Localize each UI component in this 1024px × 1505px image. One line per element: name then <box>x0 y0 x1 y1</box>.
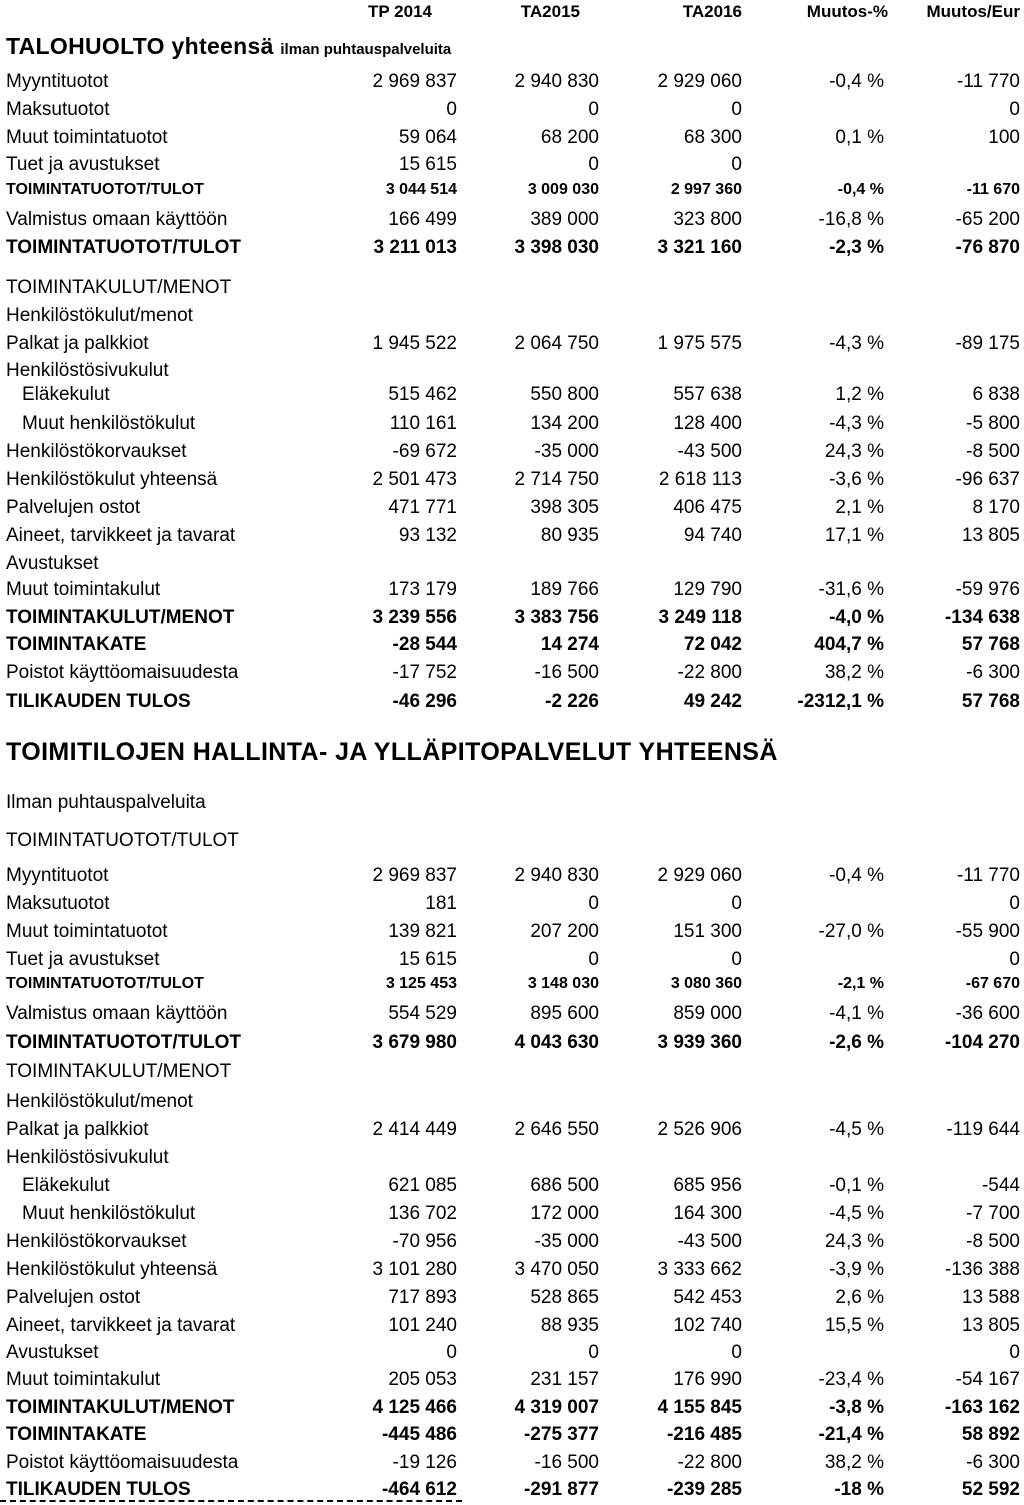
section1-title-text: TALOHUOLTO yhteensä <box>6 33 274 59</box>
value-ta2015: 686 500 <box>530 1175 599 1196</box>
row-label: TOIMINTAKULUT/MENOT <box>6 1397 235 1418</box>
table-row <box>0 71 1024 97</box>
value-tp2014: -28 544 <box>392 634 457 655</box>
value-tp2014: 2 969 837 <box>372 71 457 92</box>
value-ta2016: 102 740 <box>673 1315 742 1336</box>
value-ta2016: 3 333 662 <box>657 1259 742 1280</box>
table-row <box>0 865 1024 891</box>
table-row <box>0 1452 1024 1478</box>
value-tp2014: 3 211 013 <box>373 237 457 258</box>
value-ta2016: 68 300 <box>683 127 742 148</box>
table-row <box>0 469 1024 495</box>
section2-subtitle: Ilman puhtauspalveluita <box>6 792 206 813</box>
row-label: Valmistus omaan käyttöön <box>6 1003 228 1024</box>
value-tp2014: 181 <box>425 893 457 914</box>
value-change-pct: -2312,1 % <box>797 691 884 712</box>
value-change-eur: -54 167 <box>955 1369 1020 1390</box>
value-ta2015: 0 <box>588 99 599 120</box>
value-tp2014: 3 101 280 <box>372 1259 457 1280</box>
table-row <box>0 305 1024 331</box>
value-ta2015: 231 157 <box>530 1369 599 1390</box>
value-ta2016: 3 939 360 <box>657 1032 742 1053</box>
value-ta2016: 3 321 160 <box>657 237 742 258</box>
table-row <box>0 1342 1024 1368</box>
value-tp2014: -69 672 <box>392 441 457 462</box>
table-row <box>0 333 1024 359</box>
value-ta2016: 323 800 <box>673 209 742 230</box>
row-label: Maksutuotot <box>6 893 110 914</box>
value-ta2015: -35 000 <box>534 1231 599 1252</box>
value-ta2016: -43 500 <box>677 441 742 462</box>
value-change-pct: -23,4 % <box>818 1369 884 1390</box>
value-change-eur: -8 500 <box>966 1231 1020 1252</box>
value-change-pct: -2,3 % <box>829 237 884 258</box>
value-change-pct: 24,3 % <box>824 441 884 462</box>
value-change-pct: -21,4 % <box>818 1424 884 1445</box>
table-row <box>0 691 1024 717</box>
row-label: Muut henkilöstökulut <box>22 413 196 434</box>
table-row <box>0 1259 1024 1285</box>
table-row <box>0 237 1024 263</box>
table-row <box>0 384 1024 410</box>
value-change-eur: 0 <box>1009 949 1020 970</box>
value-tp2014: 2 501 473 <box>372 469 457 490</box>
row-label: Tuet ja avustukset <box>6 949 160 970</box>
row-label: Muut toimintakulut <box>6 1369 161 1390</box>
value-ta2016: 2 526 906 <box>657 1119 742 1140</box>
value-tp2014: 3 125 453 <box>385 975 457 992</box>
value-ta2016: 3 080 360 <box>670 975 742 992</box>
value-ta2016: 128 400 <box>673 413 742 434</box>
value-tp2014: 101 240 <box>388 1315 457 1336</box>
value-ta2016: 685 956 <box>673 1175 742 1196</box>
value-ta2015: 4 319 007 <box>514 1397 599 1418</box>
value-ta2016: 0 <box>731 99 742 120</box>
value-tp2014: 0 <box>446 1342 457 1363</box>
value-ta2016: -22 800 <box>677 662 742 683</box>
value-change-pct: -0,4 % <box>829 71 884 92</box>
value-tp2014: 3 679 980 <box>372 1032 457 1053</box>
value-tp2014: 4 125 466 <box>372 1397 457 1418</box>
table-row <box>0 1003 1024 1029</box>
value-ta2015: 2 064 750 <box>514 333 599 354</box>
value-change-eur: 52 592 <box>961 1479 1020 1500</box>
value-change-eur: -89 175 <box>955 333 1020 354</box>
table-row <box>0 949 1024 975</box>
value-ta2015: 2 940 830 <box>514 865 599 886</box>
value-ta2015: -16 500 <box>534 662 599 683</box>
table-row <box>0 1231 1024 1257</box>
table-row <box>0 1424 1024 1450</box>
value-change-pct: -4,1 % <box>829 1003 884 1024</box>
value-ta2015: 0 <box>588 893 599 914</box>
value-tp2014: 621 085 <box>388 1175 457 1196</box>
value-change-pct: -4,5 % <box>829 1203 884 1224</box>
row-label: Palvelujen ostot <box>6 1287 141 1308</box>
row-label: Muut henkilöstökulut <box>22 1203 196 1224</box>
value-change-pct: -4,3 % <box>829 333 884 354</box>
value-ta2015: 2 714 750 <box>514 469 599 490</box>
col-header-change-pct: Muutos-% <box>806 2 888 21</box>
value-ta2015: 2 940 830 <box>514 71 599 92</box>
table-row <box>0 553 1024 579</box>
col-header-ta2016: TA2016 <box>682 2 742 21</box>
value-tp2014: 471 771 <box>388 497 457 518</box>
value-ta2015: 68 200 <box>540 127 599 148</box>
table-row <box>0 1091 1024 1117</box>
value-ta2016: 542 453 <box>673 1287 742 1308</box>
value-change-eur: 13 805 <box>961 1315 1020 1336</box>
value-change-eur: -163 162 <box>944 1397 1020 1418</box>
value-change-pct: -4,0 % <box>829 607 884 628</box>
value-tp2014: -19 126 <box>392 1452 457 1473</box>
value-change-eur: -5 800 <box>966 413 1020 434</box>
value-change-eur: -544 <box>981 1175 1020 1196</box>
value-ta2015: 550 800 <box>530 384 599 405</box>
value-change-eur: 13 805 <box>961 525 1020 546</box>
value-ta2016: 2 618 113 <box>658 469 742 490</box>
value-change-pct: -2,6 % <box>829 1032 884 1053</box>
value-change-pct: -3,8 % <box>829 1397 884 1418</box>
value-ta2015: 172 000 <box>530 1203 599 1224</box>
column-header <box>0 0 1024 24</box>
value-tp2014: 15 615 <box>398 949 457 970</box>
value-ta2016: 1 975 575 <box>657 333 742 354</box>
value-change-eur: -96 637 <box>955 469 1020 490</box>
value-ta2015: 207 200 <box>530 921 599 942</box>
row-label: TILIKAUDEN TULOS <box>6 1479 191 1500</box>
table-row <box>0 662 1024 688</box>
value-ta2016: 2 929 060 <box>657 865 742 886</box>
row-label: Myyntituotot <box>6 71 109 92</box>
row-label: Muut toimintatuotot <box>6 127 168 148</box>
value-change-eur: 0 <box>1009 1342 1020 1363</box>
table-row <box>0 1203 1024 1229</box>
value-tp2014: -70 956 <box>392 1231 457 1252</box>
value-ta2015: 3 398 030 <box>514 237 599 258</box>
table-row <box>0 99 1024 125</box>
value-ta2016: 0 <box>731 1342 742 1363</box>
value-ta2015: 80 935 <box>540 525 599 546</box>
value-ta2016: 0 <box>731 893 742 914</box>
value-change-pct: 15,5 % <box>824 1315 884 1336</box>
value-tp2014: 515 462 <box>388 384 457 405</box>
value-ta2016: 3 249 118 <box>658 607 742 628</box>
value-ta2016: 49 242 <box>683 691 742 712</box>
table-row <box>0 1369 1024 1395</box>
value-ta2016: 94 740 <box>683 525 742 546</box>
row-label: Myyntituotot <box>6 865 109 886</box>
row-label: TOIMINTAKULUT/MENOT <box>6 607 235 628</box>
value-tp2014: 554 529 <box>388 1003 457 1024</box>
value-change-pct: -18 % <box>834 1479 884 1500</box>
table-row <box>0 497 1024 523</box>
value-ta2016: 4 155 845 <box>657 1397 742 1418</box>
value-change-pct: -2,1 % <box>837 975 884 992</box>
value-ta2016: -216 485 <box>666 1424 742 1445</box>
table-row <box>0 181 1024 207</box>
value-change-eur: -8 500 <box>966 441 1020 462</box>
value-change-pct: 24,3 % <box>824 1231 884 1252</box>
section1-title <box>6 33 451 60</box>
value-change-pct: -0,1 % <box>829 1175 884 1196</box>
row-label: Muut toimintatuotot <box>6 921 168 942</box>
table-row <box>0 1315 1024 1341</box>
value-ta2015: -291 877 <box>523 1479 599 1500</box>
value-ta2015: 14 274 <box>540 634 599 655</box>
value-change-eur: -7 700 <box>966 1203 1020 1224</box>
value-tp2014: 1 945 522 <box>372 333 457 354</box>
value-tp2014: 3 239 556 <box>372 607 457 628</box>
row-label: Palkat ja palkkiot <box>6 333 149 354</box>
table-row <box>0 525 1024 551</box>
row-label: TOIMINTAKATE <box>6 634 147 655</box>
value-change-eur: -11 770 <box>956 865 1020 886</box>
row-label: Aineet, tarvikkeet ja tavarat <box>6 1315 236 1336</box>
col-header-tp2014: TP 2014 <box>368 2 432 21</box>
row-label: Valmistus omaan käyttöön <box>6 209 228 230</box>
value-ta2016: 2 929 060 <box>657 71 742 92</box>
value-ta2016: 2 997 360 <box>670 181 742 198</box>
value-ta2015: 3 148 030 <box>527 975 599 992</box>
value-ta2015: 0 <box>588 1342 599 1363</box>
value-ta2015: 895 600 <box>530 1003 599 1024</box>
value-change-pct: -3,6 % <box>829 469 884 490</box>
value-change-eur: -11 670 <box>966 181 1020 198</box>
row-label: Palkat ja palkkiot <box>6 1119 149 1140</box>
value-tp2014: 173 179 <box>388 579 457 600</box>
value-change-pct: 404,7 % <box>814 634 884 655</box>
value-change-eur: -59 976 <box>955 579 1020 600</box>
table-row <box>0 154 1024 180</box>
row-label: TOIMINTATUOTOT/TULOT <box>6 181 204 198</box>
value-tp2014: -46 296 <box>392 691 457 712</box>
value-tp2014: 59 064 <box>398 127 457 148</box>
value-ta2016: 859 000 <box>673 1003 742 1024</box>
section1-subtitle: ilman puhtauspalveluita <box>280 41 452 58</box>
table-row <box>0 1147 1024 1173</box>
row-label: TOIMINTAKULUT/MENOT <box>6 277 232 298</box>
table-row <box>0 1119 1024 1145</box>
row-label: Henkilöstökulut yhteensä <box>6 1259 218 1280</box>
value-ta2016: -43 500 <box>677 1231 742 1252</box>
row-label: TOIMINTAKATE <box>6 1424 147 1445</box>
table-row <box>0 607 1024 633</box>
table-row <box>0 1287 1024 1313</box>
row-label: TOIMINTATUOTOT/TULOT <box>6 975 204 992</box>
row-label: Muut toimintakulut <box>6 579 161 600</box>
value-ta2015: 3 383 756 <box>514 607 599 628</box>
table-row <box>0 1032 1024 1058</box>
value-ta2016: 176 990 <box>673 1369 742 1390</box>
value-change-eur: -104 270 <box>944 1032 1020 1053</box>
table-row <box>0 209 1024 235</box>
value-ta2016: 72 042 <box>683 634 742 655</box>
value-change-eur: 57 768 <box>961 691 1020 712</box>
table-row <box>0 921 1024 947</box>
value-ta2015: -275 377 <box>523 1424 599 1445</box>
row-label: Palvelujen ostot <box>6 497 141 518</box>
value-ta2015: -16 500 <box>534 1452 599 1473</box>
table-row <box>0 413 1024 439</box>
value-change-pct: -4,5 % <box>829 1119 884 1140</box>
table-row <box>0 441 1024 467</box>
value-change-eur: -6 300 <box>966 1452 1020 1473</box>
value-tp2014: -464 612 <box>381 1479 457 1500</box>
value-tp2014: 166 499 <box>388 209 457 230</box>
value-ta2016: 557 638 <box>673 384 742 405</box>
value-ta2016: 0 <box>731 949 742 970</box>
value-change-pct: -16,8 % <box>818 209 884 230</box>
row-label: Henkilöstökulut/menot <box>6 1091 193 1112</box>
value-ta2016: -22 800 <box>677 1452 742 1473</box>
value-change-eur: 58 892 <box>961 1424 1020 1445</box>
value-change-eur: -119 644 <box>946 1119 1020 1140</box>
row-label: Poistot käyttöomaisuudesta <box>6 662 239 683</box>
value-ta2015: 3 470 050 <box>514 1259 599 1280</box>
value-tp2014: 110 161 <box>389 413 457 434</box>
value-ta2015: 189 766 <box>530 579 599 600</box>
value-tp2014: 139 821 <box>388 921 457 942</box>
value-change-eur: 13 588 <box>961 1287 1020 1308</box>
value-ta2016: 164 300 <box>673 1203 742 1224</box>
value-tp2014: 136 702 <box>388 1203 457 1224</box>
row-label: TILIKAUDEN TULOS <box>6 691 191 712</box>
value-ta2015: 88 935 <box>540 1315 599 1336</box>
value-change-eur: 8 170 <box>972 497 1020 518</box>
row-label: TOIMINTATUOTOT/TULOT <box>6 1032 242 1053</box>
value-change-pct: -4,3 % <box>829 413 884 434</box>
value-change-eur: 0 <box>1009 99 1020 120</box>
value-ta2015: 4 043 630 <box>514 1032 599 1053</box>
value-change-pct: -3,9 % <box>829 1259 884 1280</box>
table-row <box>0 1061 1024 1087</box>
row-label: Henkilöstökulut/menot <box>6 305 193 326</box>
value-change-pct: 38,2 % <box>824 662 884 683</box>
value-ta2015: 134 200 <box>530 413 599 434</box>
table-row <box>0 360 1024 386</box>
value-tp2014: -17 752 <box>392 662 457 683</box>
value-change-eur: 0 <box>1009 893 1020 914</box>
value-change-eur: -55 900 <box>955 921 1020 942</box>
value-tp2014: 15 615 <box>398 154 457 175</box>
value-ta2015: 0 <box>588 949 599 970</box>
value-tp2014: 717 893 <box>388 1287 457 1308</box>
table-row <box>0 893 1024 919</box>
value-ta2016: 151 300 <box>673 921 742 942</box>
row-label: Eläkekulut <box>22 1175 110 1196</box>
value-ta2016: -239 285 <box>666 1479 742 1500</box>
value-ta2015: 2 646 550 <box>514 1119 599 1140</box>
row-label: Tuet ja avustukset <box>6 154 160 175</box>
value-ta2015: 389 000 <box>530 209 599 230</box>
row-label: Henkilöstökulut yhteensä <box>6 469 218 490</box>
value-ta2015: -2 226 <box>545 691 599 712</box>
value-change-eur: 6 838 <box>972 384 1020 405</box>
value-ta2016: 0 <box>731 154 742 175</box>
row-label: Poistot käyttöomaisuudesta <box>6 1452 239 1473</box>
value-change-eur: 100 <box>988 127 1020 148</box>
value-change-pct: -27,0 % <box>818 921 884 942</box>
value-change-pct: 38,2 % <box>824 1452 884 1473</box>
col-header-change-eur: Muutos/Eur <box>926 2 1020 21</box>
value-change-eur: -136 388 <box>944 1259 1020 1280</box>
value-change-pct: 2,1 % <box>835 497 884 518</box>
value-change-pct: 17,1 % <box>824 525 884 546</box>
value-ta2015: 0 <box>588 154 599 175</box>
table-row <box>0 634 1024 660</box>
value-change-pct: 0,1 % <box>835 127 884 148</box>
value-tp2014: 3 044 514 <box>385 181 457 198</box>
value-ta2016: 406 475 <box>673 497 742 518</box>
underline-rule <box>0 1500 462 1502</box>
value-tp2014: 2 969 837 <box>372 865 457 886</box>
value-tp2014: 93 132 <box>398 525 457 546</box>
table-row <box>0 277 1024 303</box>
table-row <box>0 1397 1024 1423</box>
value-tp2014: -445 486 <box>381 1424 457 1445</box>
table-row <box>0 127 1024 153</box>
row-label: Maksutuotot <box>6 99 110 120</box>
table-row <box>0 975 1024 1001</box>
value-tp2014: 205 053 <box>388 1369 457 1390</box>
table-row <box>0 579 1024 605</box>
value-change-eur: -67 670 <box>965 975 1020 992</box>
row-label: Avustukset <box>6 1342 99 1363</box>
col-header-ta2015: TA2015 <box>520 2 580 21</box>
value-change-eur: -134 638 <box>944 607 1020 628</box>
section2-group-label: TOIMINTATUOTOT/TULOT <box>6 830 239 851</box>
value-ta2015: 3 009 030 <box>527 181 599 198</box>
row-label: Eläkekulut <box>22 384 110 405</box>
value-change-eur: -65 200 <box>955 209 1020 230</box>
value-change-eur: -6 300 <box>966 662 1020 683</box>
table-row <box>0 1175 1024 1201</box>
row-label: TOIMINTAKULUT/MENOT <box>6 1061 232 1082</box>
value-change-pct: 2,6 % <box>835 1287 884 1308</box>
value-ta2015: 398 305 <box>530 497 599 518</box>
row-label: Henkilöstösivukulut <box>6 1147 169 1168</box>
row-label: Henkilöstökorvaukset <box>6 1231 187 1252</box>
value-tp2014: 2 414 449 <box>372 1119 457 1140</box>
value-change-pct: 1,2 % <box>835 384 884 405</box>
value-change-pct: -31,6 % <box>818 579 884 600</box>
section2-title: TOIMITILOJEN HALLINTA- JA YLLÄPITOPALVELUT YHTEENSÄ <box>6 738 778 766</box>
value-change-eur: -36 600 <box>955 1003 1020 1024</box>
value-change-eur: -11 770 <box>956 71 1020 92</box>
row-label: Aineet, tarvikkeet ja tavarat <box>6 525 236 546</box>
value-ta2015: 528 865 <box>530 1287 599 1308</box>
row-label: Avustukset <box>6 553 99 574</box>
row-label: Henkilöstösivukulut <box>6 360 169 381</box>
value-ta2016: 129 790 <box>673 579 742 600</box>
value-change-pct: -0,4 % <box>837 181 884 198</box>
value-change-eur: -76 870 <box>955 237 1020 258</box>
row-label: TOIMINTATUOTOT/TULOT <box>6 237 242 258</box>
value-change-pct: -0,4 % <box>829 865 884 886</box>
value-change-eur: 57 768 <box>961 634 1020 655</box>
value-tp2014: 0 <box>446 99 457 120</box>
row-label: Henkilöstökorvaukset <box>6 441 187 462</box>
value-ta2015: -35 000 <box>534 441 599 462</box>
